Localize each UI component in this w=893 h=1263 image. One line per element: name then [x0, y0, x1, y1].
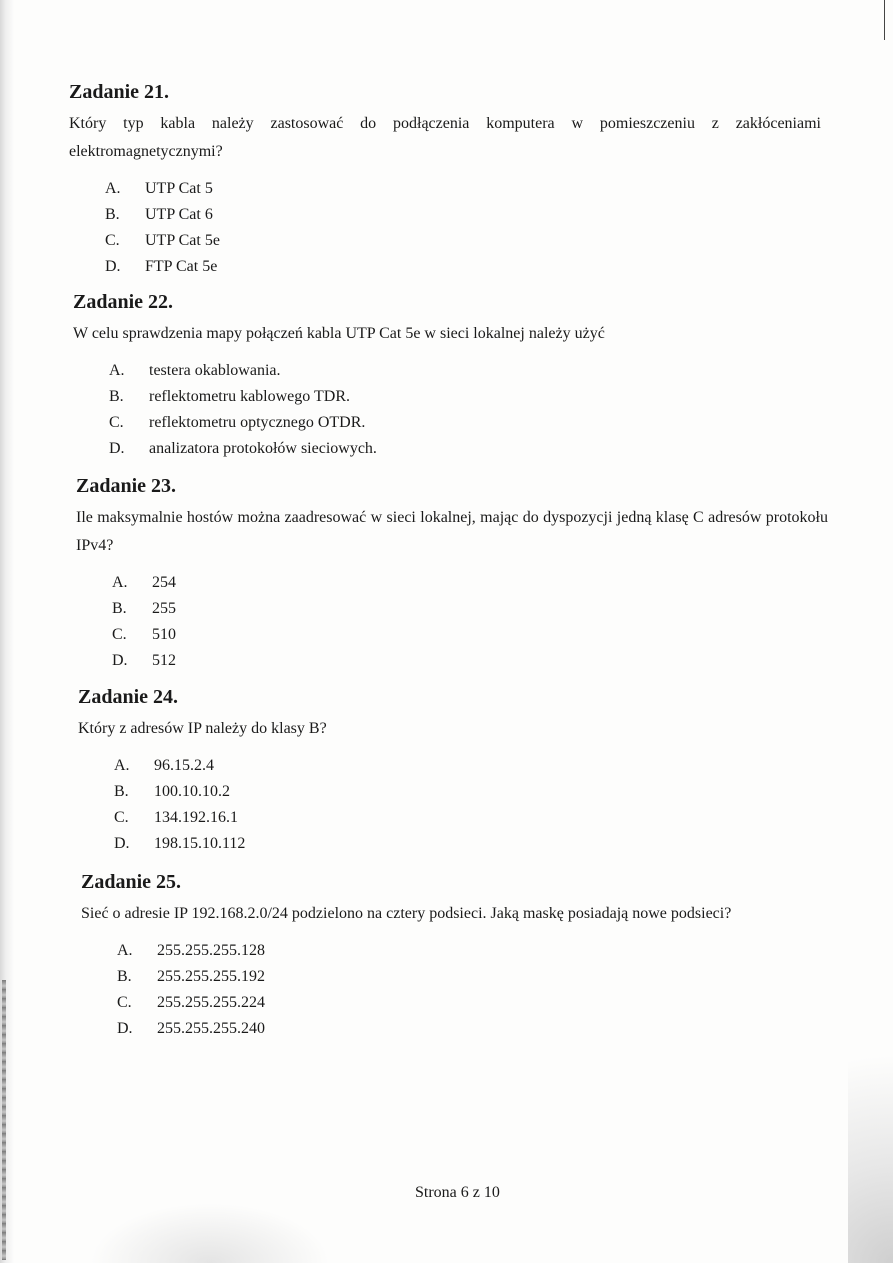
option-letter: A.	[114, 757, 130, 774]
task-23	[76, 474, 828, 674]
scan-bottom-shadow	[90, 1203, 330, 1263]
task-question: Który z adresów IP należy do klasy B?	[78, 720, 327, 737]
task-heading: Zadanie 24.	[78, 686, 179, 708]
task-heading: Zadanie 21.	[69, 81, 170, 103]
option-text: 134.192.16.1	[154, 809, 238, 826]
option-text: 255.255.255.240	[157, 1020, 265, 1037]
option-text: UTP Cat 5e	[145, 232, 220, 249]
answer-option	[73, 436, 825, 462]
answer-options	[81, 938, 833, 1042]
answer-option	[73, 384, 825, 410]
option-text: 255.255.255.192	[157, 968, 265, 985]
task-22	[73, 290, 825, 462]
option-letter: C.	[109, 414, 124, 431]
option-letter: A.	[109, 362, 125, 379]
task-question: W celu sprawdzenia mapy połączeń kabla UTP Cat 5e w sieci lokalnej należy użyć	[73, 325, 605, 342]
answer-option	[73, 358, 825, 384]
option-text: UTP Cat 5	[145, 180, 213, 197]
option-letter: C.	[112, 626, 127, 643]
answer-option	[81, 964, 833, 990]
answer-options	[69, 176, 821, 280]
answer-option	[81, 938, 833, 964]
task-question: Który typ kabla należy zastosować do podłączenia komputera w pomieszczeniu z zakłóceniami elektromagnetycznymi?	[69, 115, 821, 160]
answer-option	[69, 176, 821, 202]
answer-options	[76, 570, 828, 674]
option-text: analizatora protokołów sieciowych.	[149, 440, 377, 457]
option-letter: D.	[112, 652, 128, 669]
option-letter: C.	[114, 809, 129, 826]
option-letter: D.	[109, 440, 125, 457]
option-text: testera okablowania.	[149, 362, 281, 379]
option-letter: A.	[105, 180, 121, 197]
task-25	[81, 870, 833, 1042]
option-text: UTP Cat 6	[145, 206, 213, 223]
option-letter: B.	[114, 783, 129, 800]
answer-options	[78, 753, 830, 857]
option-text: 510	[152, 626, 176, 643]
option-letter: D.	[105, 258, 121, 275]
task-question: Sieć o adresie IP 192.168.2.0/24 podzielono na cztery podsieci. Jaką maskę posiadają nowe podsieci?	[81, 905, 732, 922]
option-text: 198.15.10.112	[154, 835, 246, 852]
task-question: Ile maksymalnie hostów można zaadresować w sieci lokalnej, mając do dyspozycji jedną klasę C adresów protokołu IPv4?	[76, 509, 828, 554]
option-text: 96.15.2.4	[154, 757, 214, 774]
task-21	[69, 80, 821, 280]
scan-binding-shadow	[2, 980, 6, 1260]
option-text: reflektometru optycznego OTDR.	[149, 414, 366, 431]
answer-option	[76, 648, 828, 674]
answer-option	[81, 990, 833, 1016]
option-letter: B.	[109, 388, 124, 405]
answer-option	[69, 254, 821, 280]
answer-options	[73, 358, 825, 462]
task-heading: Zadanie 22.	[73, 291, 174, 313]
option-letter: D.	[117, 1020, 133, 1037]
answer-option	[78, 805, 830, 831]
option-letter: C.	[117, 994, 132, 1011]
answer-option	[76, 622, 828, 648]
answer-option	[69, 228, 821, 254]
option-letter: A.	[112, 574, 128, 591]
answer-option	[69, 202, 821, 228]
scan-edge-mark	[884, 0, 885, 40]
option-text: reflektometru kablowego TDR.	[149, 388, 350, 405]
task-heading: Zadanie 23.	[76, 475, 177, 497]
option-letter: A.	[117, 942, 133, 959]
option-letter: B.	[112, 600, 127, 617]
option-text: 100.10.10.2	[154, 783, 230, 800]
option-text: 255.255.255.128	[157, 942, 265, 959]
option-text: FTP Cat 5e	[145, 258, 218, 275]
task-24	[78, 685, 830, 857]
option-letter: C.	[105, 232, 120, 249]
answer-option	[78, 753, 830, 779]
answer-option	[78, 831, 830, 857]
answer-option	[76, 570, 828, 596]
answer-option	[73, 410, 825, 436]
option-text: 255.255.255.224	[157, 994, 265, 1011]
option-letter: B.	[105, 206, 120, 223]
option-letter: B.	[117, 968, 132, 985]
answer-option	[81, 1016, 833, 1042]
scan-corner-shadow	[848, 990, 893, 1263]
page-number: Strona 6 z 10	[415, 1184, 500, 1201]
option-text: 254	[152, 574, 176, 591]
answer-option	[78, 779, 830, 805]
answer-option	[76, 596, 828, 622]
option-text: 255	[152, 600, 176, 617]
option-text: 512	[152, 652, 176, 669]
option-letter: D.	[114, 835, 130, 852]
task-heading: Zadanie 25.	[81, 871, 182, 893]
